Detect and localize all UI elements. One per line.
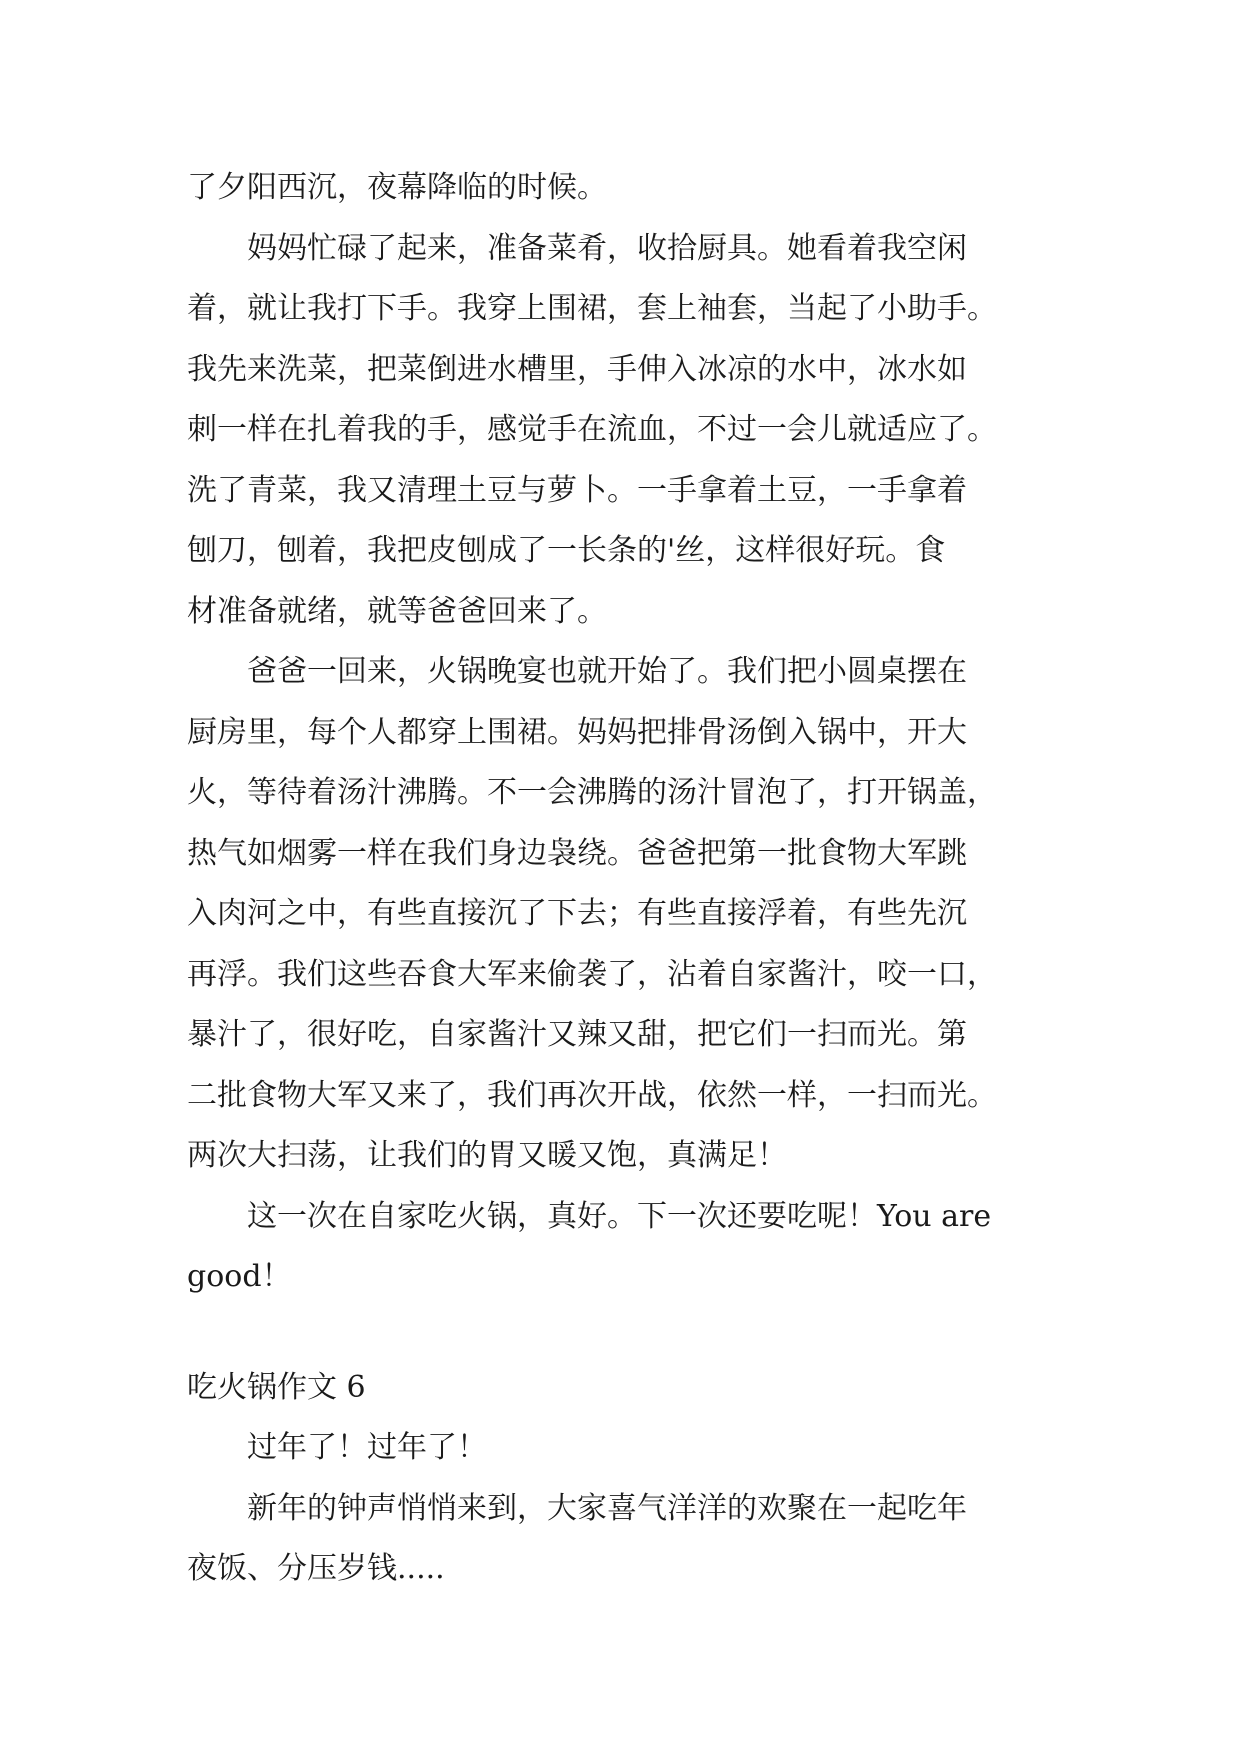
section-title: 吃火锅作文 6: [187, 1369, 366, 1405]
text-line: 了夕阳西沉，夜幕降临的时候。: [187, 170, 607, 205]
text-line: 夜饭、分压岁钱.....: [187, 1551, 445, 1586]
document-body: [187, 158, 1053, 1600]
text-line: 过年了！过年了！: [187, 1430, 487, 1465]
text-line: 新年的钟声悄悄来到，大家喜气洋洋的欢聚在一起吃年: [187, 1490, 967, 1526]
text-line: 刺一样在扎着我的手，感觉手在流血，不过一会儿就适应了。: [187, 412, 997, 447]
paragraph-new-year: [187, 1479, 1053, 1600]
text-line: 再浮。我们这些吞食大军来偷袭了，沾着自家酱汁，咬一口，: [187, 956, 997, 992]
paragraph-new-year-cry: [187, 1418, 1053, 1479]
text-line: 热气如烟雾一样在我们身边袅绕。爸爸把第一批食物大军跳: [187, 835, 967, 871]
text-line: 着，就让我打下手。我穿上围裙，套上袖套，当起了小助手。: [187, 291, 997, 326]
text-line: 材准备就绪，就等爸爸回来了。: [187, 593, 607, 629]
text-line: 洗了青菜，我又清理土豆与萝卜。一手拿着土豆，一手拿着: [187, 472, 967, 508]
text-line: 妈妈忙碌了起来，准备菜肴，收拾厨具。她看着我空闲: [187, 230, 967, 266]
text-line: 火，等待着汤汁沸腾。不一会沸腾的汤汁冒泡了，打开锅盖，: [187, 775, 997, 810]
text-line: 暴汁了，很好吃，自家酱汁又辣又甜，把它们一扫而光。第: [187, 1017, 967, 1052]
text-line: 入肉河之中，有些直接沉了下去；有些直接浮着，有些先沉: [187, 896, 967, 931]
text-line: 刨刀，刨着，我把皮刨成了一长条的'丝，这样很好玩。食: [187, 533, 946, 568]
text-line: good！: [187, 1259, 292, 1294]
text-line: 爸爸一回来，火锅晚宴也就开始了。我们把小圆桌摆在: [187, 654, 967, 689]
text-line: 厨房里，每个人都穿上围裙。妈妈把排骨汤倒入锅中，开大: [187, 714, 967, 750]
text-line: 二批食物大军又来了，我们再次开战，依然一样，一扫而光。: [187, 1077, 997, 1113]
paragraph-feast: [187, 642, 1053, 1187]
text-line: 这一次在自家吃火锅，真好。下一次还要吃呢！You are: [187, 1198, 992, 1234]
paragraph-preparation: [187, 219, 1053, 643]
text-line: 两次大扫荡，让我们的胃又暖又饱，真满足！: [187, 1138, 787, 1173]
text-line: 我先来洗菜，把菜倒进水槽里，手伸入冰凉的水中，冰水如: [187, 351, 967, 387]
paragraph-closing: [187, 1187, 1053, 1308]
paragraph-intro-tail: [187, 158, 1053, 219]
section-heading: [187, 1358, 1053, 1419]
